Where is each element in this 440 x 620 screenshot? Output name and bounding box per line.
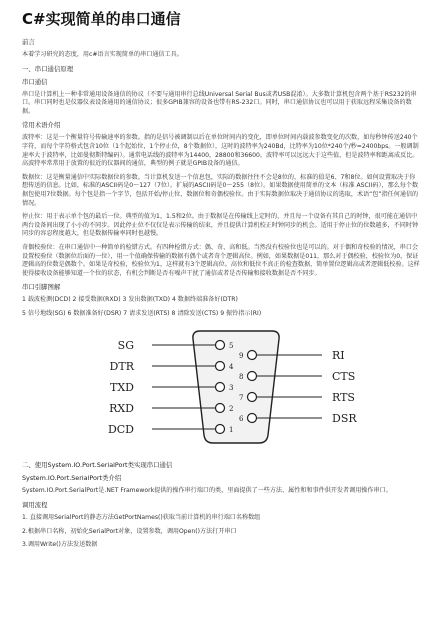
flow-heading: 调用流程 [22, 501, 48, 510]
class-heading: System.IO.Port.SerialPort类介绍 [22, 474, 122, 483]
serial-heading: 串口通信 [22, 77, 48, 86]
pin-number: 1 [229, 426, 234, 435]
db9-connector-svg [22, 323, 420, 453]
section2-heading: 二、使用System.IO.Port.SerialPort类实现串口通信 [22, 461, 173, 470]
flow-step-3: 3.调用Write()方法发送数据 [22, 541, 98, 549]
pin-number: 8 [239, 373, 244, 382]
pin-label-left: RXD [109, 402, 134, 416]
stopbits-text: 停止位：用于表示单个包的最后一位。典型的值为1，1.5和2位。由于数据是在传输线上定时的，并且每一个设备有其自己的时钟，很可能在通信中两台设备间出现了小小的不同步。因此停止位不仅仅是表示传输的结束，并且提供计算机校正时钟同步的机会。适用于停止位的位数越多，不同时钟同步的容忍程度越大，但是数据传输率同时也越慢。 [22, 213, 419, 238]
pin-label-right: RTS [332, 391, 355, 405]
pin-label-right: RI [332, 349, 345, 363]
section1-heading: 一、串口通信原理 [22, 64, 74, 73]
baud-text: 波特率：这是一个衡量符号传输速率的参数。指的是信号被调制以后在单位时间内的变化，即单位时间内载波参数变化的次数，如每秒钟传送240个字符，而每个字符格式包含10位（1个起始位，1个停止位，8个数据位），这时的波特率为240Bd，比特率为10位*240个/秒=2400bps。一般调制速率大于波特率，比如曼彻斯特编码）。通常电话线的波特率为14400，28800和36600。波特率可以远远大于这些值，但是波特率和距离成反比。高波特率常常用于放置的很近的仪器间的通信，典型的例子就是GPIB设备的通信。 [22, 134, 419, 168]
serial-text: 串口是计算机上一种非常通用设备通信的协议（不要与通用串行总线Universal Serial Bus或者USB混淆）。大多数计算机包含两个基于RS232的串口。串口同时也是仪器仪表设备通用的通信协议；很多GPIB兼容的设备也带有RS-232口。同时，串口通信协议也可以用于获取远程采集设备的数据。 [22, 90, 417, 115]
preface-text: 本着学习研究的态度，用c#语言实现简单的串口通信工具。 [22, 51, 183, 58]
pins-line-1: 1 载波检测(DCD) 2 接受数据(RXD) 3 发出数据(TXD) 4 数据终端准备好(DTR) [22, 296, 238, 304]
databits-text: 数据位：这是衡量通信中实际数据位的参数。当计算机发送一个信息包，实际的数据往往不会是8位的，标准的值是6、7和8位。如何设置取决于你想传送的信息。比如，标准的ASCII码是0～127（7位）。扩展的ASCII码是0～255（8位）。如果数据使用简单的文本（标准 ASCII码），那么每个数据包使用7位数据。每个包是指一个字节，包括开始/停止位，数据位和奇偶校验位。由于实际数据位取决于通信协议的选取，术语“包”指任何通信的情况。 [22, 173, 419, 207]
preface-heading: 前言 [22, 38, 35, 46]
pins-line-2: 5 信号地线(SG) 6 数据准备好(DSR) 7 请求发送(RTS) 8 清除发送(CTS) 9 振铃指示(RI) [22, 309, 262, 317]
pin-number: 3 [229, 384, 234, 393]
flow-step-1: 1. 直接调用SerialPort的静态方法GetPortNames()获取当前计算机的串行端口名称数组 [22, 514, 261, 522]
pin-label-right: DSR [332, 412, 357, 426]
pin-label-left: SG [117, 339, 134, 353]
pin-label-left: DTR [109, 360, 134, 374]
pins-heading: 串口引脚图解 [22, 283, 61, 292]
pin-number: 9 [239, 352, 244, 361]
terms-heading: 常用术语介绍 [22, 121, 61, 130]
pin-number: 6 [239, 415, 244, 424]
pin-number: 2 [229, 405, 234, 414]
pin-label-left: DCD [107, 423, 134, 437]
pin-number: 5 [229, 342, 234, 351]
class-text: System.IO.Port.SerialPort是.NET Framework提供的操作串行端口的类，里面提供了一些方法、属性和和事件供开发者调用操作串口。 [22, 487, 392, 495]
pin-label-left: TXD [110, 381, 134, 395]
pin-number: 7 [239, 394, 244, 403]
document-page [22, 10, 420, 555]
pin-number: 4 [229, 363, 234, 372]
page-title: C#实现简单的串口通信 [22, 10, 181, 28]
parity-text: 奇偶校验位：在串口通信中一种简单的检错方式。有四种检错方式：偶、奇、高和低。当然没有校验位也是可以的。对于偶和奇校验的情况，串口会设置校验位（数据位后面的一位），用一个值确保传输的数据有偶个或者奇个逻辑高位。例如，如果数据是011，那么对于偶校验，校验位为0，保证逻辑高的位数是偶数个。如果是奇校验，校验位为1，这样就有3个逻辑高位。高位和低位不真正的检查数据，简单置位逻辑高或者逻辑低校验。这样使得接收设备能够知道一个位的状态，有机会判断是否有噪声干扰了通信或者是否传输和接收数据是否不同步。 [22, 243, 420, 277]
pin-label-right: CTS [332, 370, 356, 384]
flow-step-2: 2.根据串口名称，初始化SerialPort对象，设置参数，调用Open()方法打开串口 [22, 527, 237, 535]
db9-connector-diagram [22, 323, 420, 453]
